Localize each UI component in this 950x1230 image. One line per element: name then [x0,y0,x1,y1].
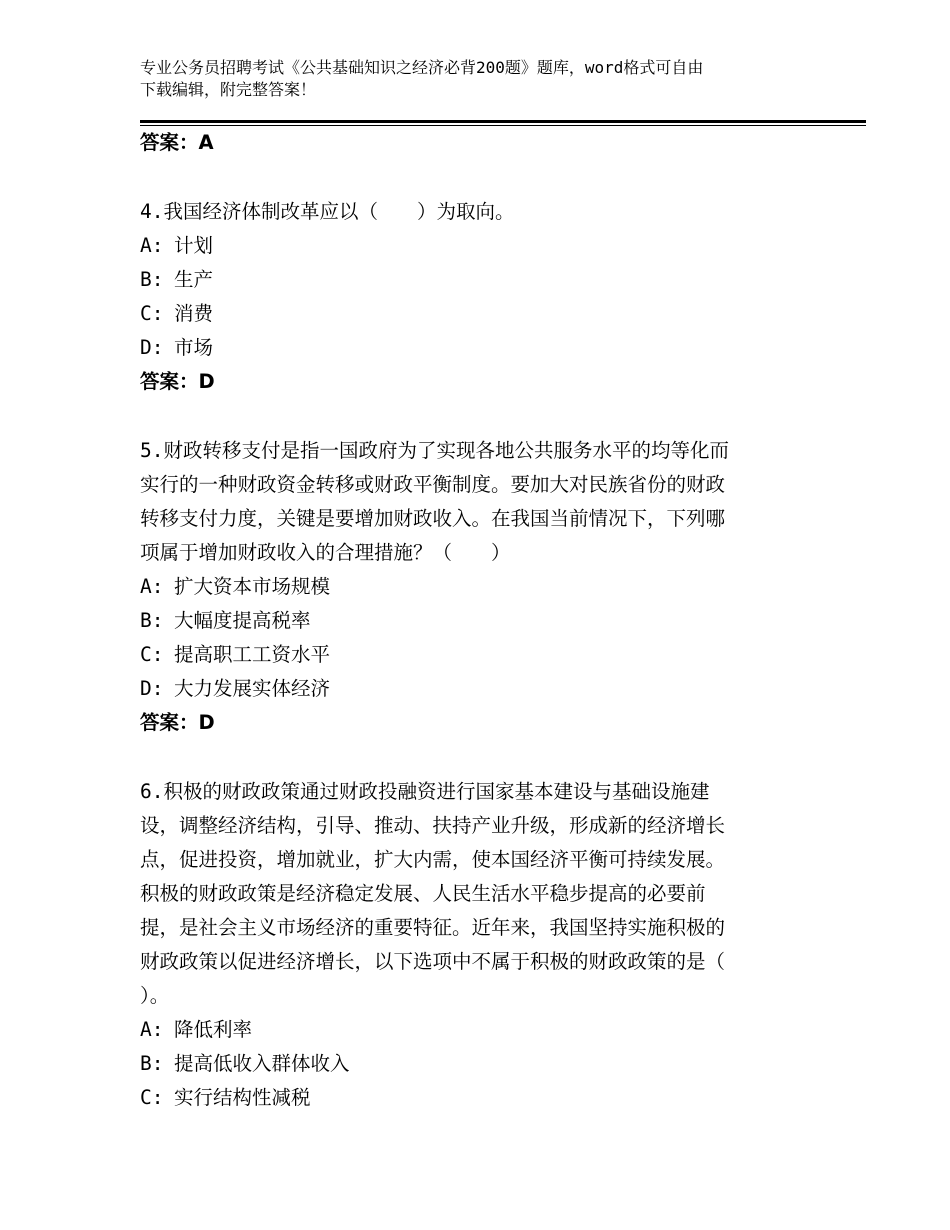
question-6-option-b [140,1051,350,1077]
option-label: B: [140,1052,164,1075]
question-6-stem-line: 点，促进投资，增加就业，扩大内需，使本国经济平衡可持续发展。 [140,848,726,871]
question-5-option-c [140,642,330,668]
question-6-option-a [140,1017,252,1043]
header-line-1: 专业公务员招聘考试《公共基础知识之经济必背200题》题库，word格式可自由 [140,58,704,77]
option-text: 大力发展实体经济 [174,677,331,700]
option-label: A: [140,1018,164,1041]
option-text: 大幅度提高税率 [174,609,311,632]
option-text: 市场 [174,336,214,359]
question-6-stem-line: 提，是社会主义市场经济的重要特征。近年来，我国坚持实施积极的 [140,916,726,939]
option-text: 计划 [174,234,214,257]
header-line-2: 下载编辑，附完整答案！ [140,80,317,99]
question-6-option-c [140,1085,311,1111]
answer-q4: 答案：D [140,370,215,393]
option-label: A: [140,575,164,598]
page-header [140,57,820,101]
question-5-stem-line: 实行的一种财政资金转移或财政平衡制度。要加大对民族省份的财政 [140,473,726,496]
question-5-option-b [140,608,311,634]
option-text: 提高职工工资水平 [174,643,331,666]
question-4-option-a [140,233,213,259]
option-label: C: [140,302,164,325]
option-text: 扩大资本市场规模 [174,575,331,598]
option-text: 降低利率 [174,1018,253,1041]
question-4-option-d [140,335,213,361]
question-6-stem-line: 财政政策以促进经济增长，以下选项中不属于积极的财政政策的是（ [140,950,726,973]
question-5-option-d [140,676,330,702]
option-label: C: [140,1086,164,1109]
header-rule-thick [140,120,866,123]
option-label: B: [140,609,164,632]
question-6-stem-line: 积极的财政政策是经济稳定发展、人民生活水平稳步提高的必要前 [140,882,706,905]
answer-q3: 答案：A [140,131,214,154]
option-label: B: [140,268,164,291]
question-4-stem: 4.我国经济体制改革应以（ ）为取向。 [140,200,515,223]
option-label: D: [140,677,164,700]
question-5-option-a [140,574,330,600]
option-text: 提高低收入群体收入 [174,1052,350,1075]
question-5-stem-line: 项属于增加财政收入的合理措施？（ ） [140,541,511,564]
question-5-stem-line: 转移支付力度，关键是要增加财政收入。在我国当前情况下，下列哪 [140,507,726,530]
header-rule-thin [140,125,866,126]
option-text: 消费 [174,302,214,325]
answer-q5: 答案：D [140,711,215,734]
question-4-option-b [140,267,213,293]
question-6-stem-line: 设，调整经济结构，引导、推动、扶持产业升级，形成新的经济增长 [140,814,726,837]
question-5-stem-line: 5.财政转移支付是指一国政府为了实现各地公共服务水平的均等化而 [140,439,729,462]
question-6-stem-line: 6.积极的财政政策通过财政投融资进行国家基本建设与基础设施建 [140,780,710,803]
question-6-stem-line: ）。 [140,984,170,1007]
option-label: C: [140,643,164,666]
option-label: D: [140,336,164,359]
option-text: 生产 [174,268,214,291]
option-text: 实行结构性减税 [174,1086,311,1109]
question-4-option-c [140,301,213,327]
option-label: A: [140,234,164,257]
